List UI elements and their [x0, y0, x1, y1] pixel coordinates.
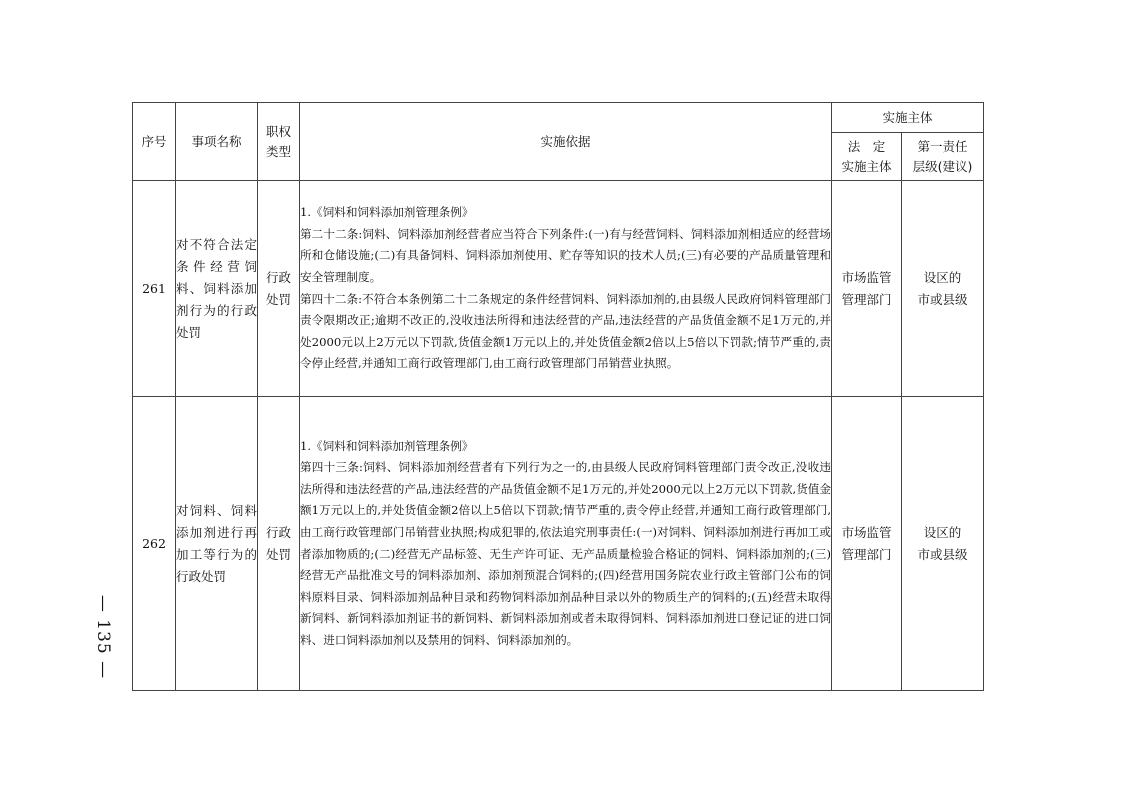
header-first-resp-line1: 第一责任 — [917, 138, 968, 154]
row-legal-subject — [832, 397, 902, 691]
row-power-type-line2: 处罚 — [265, 291, 291, 307]
row-first-responsibility — [902, 397, 984, 691]
header-power-type — [258, 103, 300, 181]
header-power-type-line2: 类型 — [265, 143, 291, 159]
row-seq: 262 — [133, 397, 176, 691]
table-row — [133, 397, 984, 691]
header-first-resp-line2: 层级(建议) — [912, 158, 973, 174]
row-legal-subject-line2: 管理部门 — [841, 546, 892, 562]
row-power-type — [258, 397, 300, 691]
page-number-text: — 135 — — [93, 594, 114, 680]
row-first-resp-line1: 设区的 — [923, 269, 962, 285]
row-first-resp-line1: 设区的 — [923, 524, 962, 540]
page-number — [88, 592, 118, 682]
row-legal-subject-line2: 管理部门 — [841, 291, 892, 307]
header-seq: 序号 — [133, 103, 176, 181]
row-power-type-line1: 行政 — [265, 524, 291, 540]
basis-paragraph: 1.《饲料和饲料添加剂管理条例》 — [300, 205, 474, 220]
header-first-responsibility — [902, 133, 984, 181]
row-first-responsibility — [902, 181, 984, 397]
header-legal-subject — [832, 133, 902, 181]
row-power-type — [258, 181, 300, 397]
row-item-name: 对不符合法定条件经营饲料、饲料添加剂行为的行政处罚 — [176, 181, 258, 397]
row-item-name: 对饲料、饲料添加剂进行再加工等行为的行政处罚 — [176, 397, 258, 691]
basis-paragraph: 第四十三条:饲料、饲料添加剂经营者有下列行为之一的,由县级人民政府饲料管理部门责令改正,没收违法所得和违法经营的产品,违法经营的产品货值金额不足1万元的,并处2000元以上2万元以下罚款,货值金额1万元以上的,并处货值金额2倍以上5倍以下罚款;情节严重的,责令停止经营,并通知工商行政管理部门,由工商行政管理部门吊销营业执照;构成犯罪的,依法追究刑事责任:(一)对饲料、饲料添加剂进行再加工或者添加物质的;(二)经营无产品标签、无生产许可证、无产品质量检验合格证的饲料、饲料添加剂的;(三)经营无产品批准文号的饲料添加剂、添加剂预混合饲料的;(四)经营用国务院农业行政主管部门公布的饲料原料目录、饲料添加剂品种目录和药物饲料添加剂品种目录以外的物质生产的饲料的;(五)经营未取得新饲料、新饲料添加剂证书的新饲料、新饲料添加剂或者未取得饲料、饲料添加剂进口登记证的进口饲料、进口饲料添加剂以及禁用的饲料、饲料添加剂的。 — [300, 460, 831, 647]
row-first-resp-line2: 市或县级 — [917, 546, 968, 562]
row-legal-subject — [832, 181, 902, 397]
row-legal-subject-line1: 市场监管 — [841, 269, 892, 285]
basis-paragraph: 第二十二条:饲料、饲料添加剂经营者应当符合下列条件:(一)有与经营饲料、饲料添加剂相适应的经营场所和仓储设施;(二)有具备饲料、饲料添加剂使用、贮存等知识的技术人员;(三)有必要的产品质量管理和安全管理制度。 — [300, 226, 831, 284]
row-seq: 261 — [133, 181, 176, 397]
header-row-top — [133, 103, 984, 133]
header-basis: 实施依据 — [300, 103, 832, 181]
header-subject-group: 实施主体 — [832, 103, 984, 133]
header-item-name: 事项名称 — [176, 103, 258, 181]
header-power-type-line1: 职权 — [265, 123, 291, 139]
header-legal-subject-line2: 实施主体 — [841, 158, 892, 174]
table-row — [133, 181, 984, 397]
row-legal-subject-line1: 市场监管 — [841, 524, 892, 540]
row-power-type-line1: 行政 — [265, 269, 291, 285]
header-legal-subject-line1: 法 定 — [847, 138, 886, 154]
row-basis — [300, 397, 832, 691]
basis-paragraph: 1.《饲料和饲料添加剂管理条例》 — [300, 438, 474, 453]
row-basis — [300, 181, 832, 397]
enforcement-items-table — [132, 102, 984, 691]
row-first-resp-line2: 市或县级 — [917, 291, 968, 307]
basis-paragraph: 第四十二条:不符合本条例第二十二条规定的条件经营饲料、饲料添加剂的,由县级人民政府饲料管理部门责令限期改正;逾期不改正的,没收违法所得和违法经营的产品,违法经营的产品货值金额不足1万元的,并处2000元以上2万元以下罚款,货值金额1万元以上的,并处货值金额2倍以上5倍以下罚款;情节严重的,责令停止经营,并通知工商行政管理部门,由工商行政管理部门吊销营业执照。 — [300, 291, 831, 371]
row-power-type-line2: 处罚 — [265, 546, 291, 562]
